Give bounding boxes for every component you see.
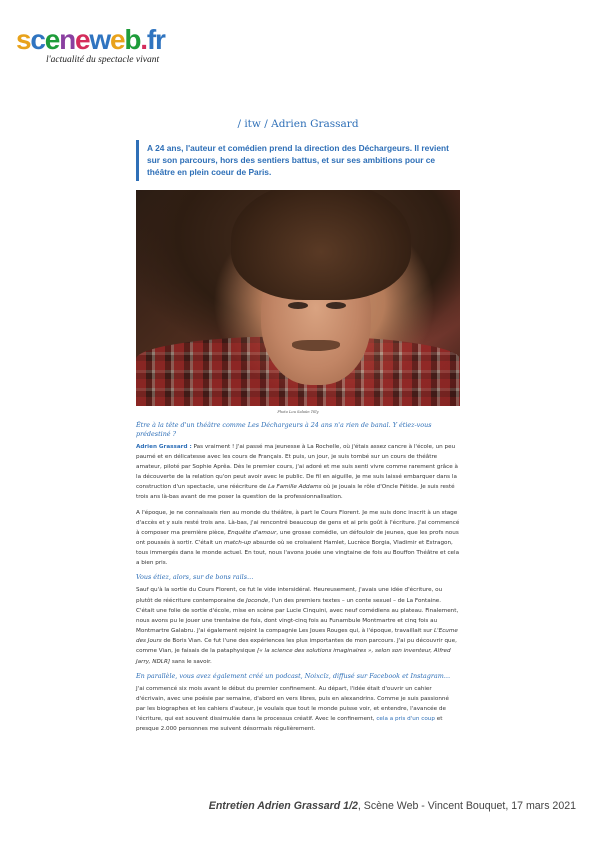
logo-letter: e <box>75 24 90 55</box>
p2-text-b: , une grosse comédie, un défouloir de jeunes, que les profs nous ont poussés à sortir. C'était un <box>136 529 459 547</box>
p3-work-title-1: Joconde <box>245 597 269 604</box>
footer-title: Entretien Adrien Grassard 1/2 <box>208 800 358 812</box>
article <box>136 118 460 740</box>
photo-mustache <box>292 340 340 351</box>
logo-letter: b <box>124 24 141 55</box>
p3-editor-note: [« la science des solutions imaginaires », selon son inventeur, Alfred Jarry, NDLR] <box>136 648 451 665</box>
logo-letter: . <box>140 24 147 55</box>
question-2: Vous étiez, alors, sur de bons rails… <box>136 573 254 582</box>
p2-term: match-up <box>223 540 252 547</box>
p2-work-title: Enquête d'amour <box>227 529 277 536</box>
photo-eye-left <box>288 302 308 309</box>
logo-letter: n <box>59 24 76 55</box>
p3-text-a: Sauf qu'à la sortie du Cours Florent, ce fut le vide intersidéral. Heureusement, j'avais une idée d'écriture, ou plutôt de réécriture contemporaine de <box>136 587 443 604</box>
p3-text-b: , l'un des premiers textes – un conte sexuel – de La Fontaine. C'était une folie de sortie d'école, mise en scène par Lucie Cinquini, avec neuf comédiens au plateau. Finalement, nous avons pu le jouer une trentaine de fois, dont vingt-cinq fois au Funambule Montmartre et cinq fois au Montmartre Galabru. J'ai également rejoint la compagnie Les Joues Rouges qui, à l'époque, travaillait sur <box>136 597 459 635</box>
logo-letter: w <box>89 24 110 55</box>
photo-hair <box>231 190 411 300</box>
logo-letter: e <box>44 24 60 55</box>
p3-text-c: de Boris Vian. Ce fut l'une des expériences les plus importantes de mon parcours. J'ai pu découvrir que, comme Vian, je faisais de la pataphysique <box>136 638 457 655</box>
p2-text-a: A l'époque, je ne connaissais rien au monde du théâtre, à part le Cours Florent. Je me suis donc inscrit à un stage d'accès et y suis resté trois ans. Là-bas, j'ai rencontré beaucoup de gens et ai pris goût à l'écriture. J'ai commencé à composer ma première pièce, <box>136 509 460 536</box>
p1-text-b: où je jouais le rôle d'Oncle Fétide. Je suis resté trois ans là-bas avant de me poser la question de la professionnalisation. <box>136 484 455 501</box>
answer-paragraph-2 <box>136 508 460 569</box>
p4-text-b: et presque 2.000 personnes me suivent désormais régulièrement. <box>136 716 443 733</box>
section-title: / itw / Adrien Grassard <box>237 118 359 130</box>
site-logo[interactable] <box>16 26 176 66</box>
logo-letter: s <box>16 24 31 55</box>
logo-letter: e <box>110 24 125 55</box>
logo-letter: f <box>146 24 155 55</box>
p1-text-a: Pas vraiment ! J'ai passé ma jeunesse à La Rochelle, où j'étais assez cancre à l'école, un peu paumé et en délicatesse avec les cours de Français. Et puis, un jour, je suis tombé sur un cours de théâtre amateur, piloté par Sophie Aprêa. Dès le premier cours, j'ai adoré et me suis senti vivre comme rarement grâce à la découverte de la relation qu'on peut avoir avec le public. De fil en aiguille, je me suis laissé embarquer dans la construction d'un spectacle, une réécriture de <box>136 443 458 491</box>
p2-text-c: absurde où se croisaient Hamlet, Lucrèce Borgia, Vladimir et Estragon, tous immergés dans le monde actuel. En tout, nous l'avons jouée une vingtaine de fois au Bouffon Théâtre et cela a bien pris. <box>136 540 460 567</box>
question-3: En parallèle, vous avez également créé un podcast, Noixcïz, diffusé sur Facebook et Instagram… <box>136 671 451 680</box>
source-footer <box>184 800 576 812</box>
logo-letter: r <box>155 24 165 55</box>
footer-source: , Scène Web - Vincent Bouquet, 17 mars 2021 <box>357 800 576 812</box>
question-1: Être à la tête d'un théâtre comme Les Déchargeurs à 24 ans n'a rien de banal. Y étiez-vous prédestiné ? <box>136 420 432 438</box>
p1-work-title: La Famille Addams <box>268 484 322 491</box>
photo-eye-right <box>326 302 346 309</box>
p3-text-d: sans le savoir. <box>170 658 212 665</box>
logo-tagline: l'actualité du spectacle vivant <box>46 55 160 65</box>
p4-text-a: J'ai commencé six mois avant le début du premier confinement. Au départ, l'idée était d'ouvrir un cahier d'écrivain, avec une poésie par semaine, d'abord en vers libres, puis en alexandrins. Comme je suis passionné par les biographes et les cahiers d'auteur, je voulais que tout le monde puisse voir, et entendre, l'avancée de l'écriture, qui est souvent dissimulée dans le processus créatif. Avec le confinement, <box>136 685 449 723</box>
speaker-name: Adrien Grassard : <box>136 443 192 450</box>
logo-letter: c <box>30 24 45 55</box>
logo-wordmark <box>16 26 165 54</box>
inline-link[interactable]: cela a pris d'un coup <box>376 716 435 723</box>
answer-paragraph-3 <box>136 585 460 666</box>
portrait-photo <box>136 190 460 406</box>
photo-caption: Photo Lou Salaün Tilly <box>277 409 319 414</box>
answer-paragraph-4 <box>136 684 460 735</box>
answer-paragraph-1 <box>136 442 460 503</box>
p3-work-title-2: L'Ecume des Jours <box>136 628 458 645</box>
article-lead: A 24 ans, l'auteur et comédien prend la direction des Déchargeurs. Il revient sur son parcours, hors des sentiers battus, et sur ses ambitions pour ce théâtre en plein coeur de Paris. <box>136 140 460 181</box>
